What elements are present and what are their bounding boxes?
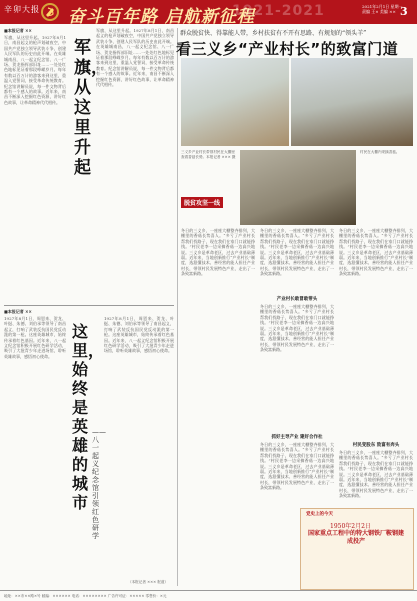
page-number: 3 [400,5,408,18]
history-title: 国家重点工程中的特大钢铁厂鞍钢建成投产 [307,530,404,545]
main-story-body: 冬日的三义乡，一座座大棚整齐排列，大棚里的香菇长势喜人。“多亏了产业村长帮我们找路子，现在我们在家门口就能挣钱。”村民老李一边采摘香菇一边高兴地说。三义乡是革命老区，过去产业基础薄弱。近年来，当地创新推行“产业村长”制度，选派懂技术、善经营的能人担任产业村长，带领村民发展特色产业，走出了一条致富新路。 [260,228,334,277]
main-story-body: 冬日的三义乡，一座座大棚整齐排列，大棚里的香菇长势喜人。“多亏了产业村长帮我们找路子，现在我们在家门口就能挣钱。”村民老李一边采摘香菇一边高兴地说。三义乡是革命老区，过去产业基础薄弱。近年来，当地创新推行“产业村长”制度，选派懂技术、善经营的能人担任产业村长，带领村民发展特色产业，走出了一条致富新路。 [260,304,334,353]
banner-title: 奋斗百年路 启航新征程 [68,7,255,27]
main-headline: 看三义乡“产业村长”的致富门道 [176,40,399,58]
article-body: 军旗，从这里升起。1927年8月1日，南昌起义的枪声划破夜空，中国共产党独立领导武装斗争、创建人民军队的历史由此开端。在英雄城南昌，八一起义纪念馆、八一广场、贺龙指挥部旧址……一处处红色地标见证着那段峥嵘岁月。每年有数以百万计的游客来到这里，重温入党誓词，接受革命传统教育。纪念馆讲解员说，每一件文物背后都有一个感人的故事。近年来，南昌不断深入挖掘红色资源，讲好红色故事，让革命精神代代相传。 [4,35,66,105]
page-footer: 地址：××市××路×号 邮编：×××××× 电话：×××××××× 广告许可证：××××× 零售价：×元 [0,590,417,600]
history-tag: 党史上的今天 [306,512,333,517]
column-label: 脱贫攻坚一线 [181,197,223,208]
headline-kicker: 群众脱贫快、得靠能人带，乡村扶贫有不开有思路、有规划的“领头羊” [180,30,367,37]
main-story-body: 冬日的三义乡，一座座大棚整齐排列，大棚里的香菇长势喜人。“多亏了产业村长帮我们找路子，现在我们在家门口就能挣钱。”村民老李一边采摘香菇一边高兴地说。三义乡是革命老区，过去产业基础薄弱。近年来，当地创新推行“产业村长”制度，选派懂技术、善经营的能人担任产业村长，带领村民发展特色产业，走出了一条致富新路。 [260,442,334,491]
main-story-body: 冬日的三义乡，一座座大棚整齐排列，大棚里的香菇长势喜人。“多亏了产业村长帮我们找路子，现在我们在家门口就能挣钱。”村民老李一边采摘香菇一边高兴地说。三义乡是革命老区，过去产业基础薄弱。近年来，当地创新推行“产业村长”制度，选派懂技术、善经营的能人担任产业村长，带领村民发展特色产业，走出了一条致富新路。 [181,228,255,277]
photo-caption: 三义乡产业村长带领村民在大棚里查看香菇长势。本报记者 ××× 摄 [181,150,236,159]
article-body: 1927年8月1日，周恩来、贺龙、叶挺、朱德、刘伯承等领导了南昌起义，打响了武装反抗国民党反动派的第一枪。这座英雄城市，始终传承着红色基因。近年来，八一起义纪念馆积极开展红色研学活动，吸引了大批青少年走进场馆，聆听英雄故事，感悟初心使命。 [4,316,66,359]
reporter-note: （本报记者 ××× 报道） [128,580,169,584]
sub-head: 抓好主导产业 建好合作社 [271,435,323,440]
article-body-cont: 1927年8月1日，周恩来、贺龙、叶挺、朱德、刘伯承等领导了南昌起义，打响了武装反抗国民党反动派的第一枪。这座英雄城市，始终传承着红色基因。近年来，八一起义纪念馆积极开展红色研学活动，吸引了大批青少年走进场馆，聆听英雄故事，感悟初心使命。 [104,316,174,354]
main-story-body: 冬日的三义乡，一座座大棚整齐排列，大棚里的香菇长势喜人。“多亏了产业村长帮我们找路子，现在我们在家门口就能挣钱。”村民老李一边采摘香菇一边高兴地说。三义乡是革命老区，过去产业基础薄弱。近年来，当地创新推行“产业村长”制度，选派懂技术、善经营的能人担任产业村长，带领村民发展特色产业，走出了一条致富新路。 [339,450,413,499]
sub-head: 村民变股东 致富有奔头 [352,443,400,448]
greenhouse-photo-3 [240,150,356,225]
issue-info: 2021年2月1日 星期一 责编 王× 美编 ×× [362,4,403,14]
article-title: 这里，始终是英雄的城市 [72,322,105,512]
banner-years: 1921-2021 [232,3,325,19]
article-body-cont: 军旗，从这里升起。1927年8月1日，南昌起义的枪声划破夜空，中国共产党独立领导武装斗争、创建人民军队的历史由此开端。在英雄城南昌，八一起义纪念馆、八一广场、贺龙指挥部旧址……一处处红色地标见证着那段峥嵘岁月。每年有数以百万计的游客来到这里，重温入党誓词，接受革命传统教育。纪念馆讲解员说，每一件文物背后都有一个感人的故事。近年来，南昌不断深入挖掘红色资源，讲好红色故事，让革命精神代代相传。 [96,28,174,88]
paper-name: 辛卯大报 [4,5,40,14]
column-divider [177,28,178,586]
article-title: 军旗，从这里升起 [74,38,108,178]
greenhouse-photo-1 [181,58,289,146]
history-date: 1950年2月2日 [330,523,371,530]
photo-caption: 村民在大棚内采摘香菇。 [360,150,400,154]
divider [4,305,174,306]
section-tag: ■本报记者 ×× [4,28,32,33]
sub-head: 产业村长敢冒敢带头 [276,297,318,302]
article-subtitle: ——八一起义纪念馆引领红色研学 [92,428,106,540]
main-story-body: 冬日的三义乡，一座座大棚整齐排列，大棚里的香菇长势喜人。“多亏了产业村长帮我们找路子，现在我们在家门口就能挣钱。”村民老李一边采摘香菇一边高兴地说。三义乡是革命老区，过去产业基础薄弱。近年来，当地创新推行“产业村长”制度，选派懂技术、善经营的能人担任产业村长，带领村民发展特色产业，走出了一条致富新路。 [339,228,413,277]
section-tag: ■本报记者 ×× [4,309,32,314]
party-emblem-icon [40,2,60,22]
greenhouse-photo-2 [291,58,413,146]
